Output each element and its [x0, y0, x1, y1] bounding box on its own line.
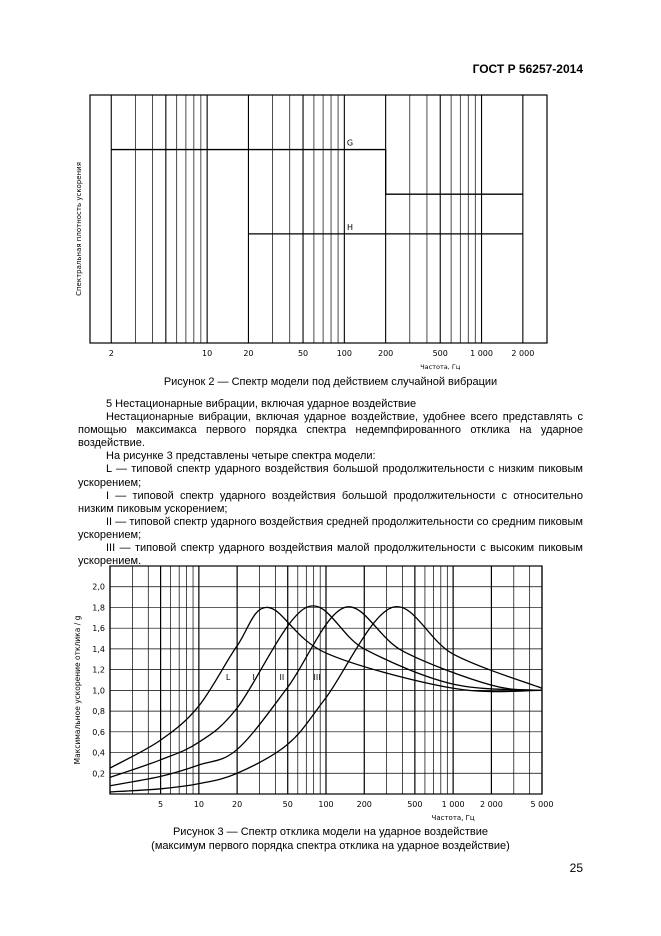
- x-axis-label: Частота, Гц: [420, 363, 461, 371]
- standard-header: ГОСТ Р 56257-2014: [472, 62, 583, 76]
- list-item-I: I — типовой спектр ударного воздействия большой продолжительности с относительно низким пиковым ускорением;: [78, 489, 583, 515]
- x-tick-label: 50: [297, 349, 309, 358]
- y-tick-label: 1,4: [92, 644, 105, 654]
- figure-2-caption: Рисунок 2 — Спектр модели под действием случайной вибрации: [163, 376, 498, 388]
- y-tick-label: 1,0: [92, 686, 105, 696]
- x-tick-label: 5: [158, 800, 164, 809]
- y-tick-label: 0,8: [92, 707, 105, 717]
- x-tick-label: 100: [336, 349, 352, 358]
- y-tick-label: 1,6: [92, 624, 105, 634]
- series-label-III: III: [313, 673, 321, 682]
- figure-2-chart: [60, 88, 560, 378]
- x-tick-label: 200: [356, 800, 372, 809]
- figure-3-caption-line1: Рисунок 3 — Спектр отклика модели на ударное воздействие: [172, 826, 489, 838]
- y-tick-label: 0,2: [92, 769, 105, 779]
- x-tick-label: 10: [202, 349, 213, 358]
- x-tick-label: 200: [378, 349, 394, 358]
- x-tick-label: 1 000: [441, 800, 465, 809]
- x-tick-label: 20: [243, 349, 254, 358]
- page-number: 25: [569, 861, 583, 875]
- x-tick-label: 10: [193, 800, 204, 809]
- y-axis-label: Максимальное ускорение отклика / g: [73, 615, 82, 765]
- paragraph-2: На рисунке 3 представлены четыре спектра модели:: [106, 450, 376, 463]
- x-tick-label: 100: [318, 800, 334, 809]
- x-axis-label: Частота, Гц: [431, 814, 475, 822]
- series-label-G: G: [346, 138, 354, 148]
- list-item-III: III — типовой спектр ударного воздействия малой продолжительности с высоким пиковым ускорением.: [78, 542, 583, 568]
- y-tick-label: 0,6: [92, 727, 105, 737]
- x-tick-label: 5 000: [530, 800, 554, 809]
- y-tick-label: 2,0: [92, 582, 105, 592]
- y-tick-label: 1,8: [92, 603, 105, 613]
- x-tick-label: 500: [432, 349, 448, 358]
- x-tick-label: 2 000: [511, 349, 535, 358]
- paragraph-1: Нестационарные вибрации, включая ударное воздействие, удобнее всего представлять с помощью максимакса первого порядка спектра недемпфированного отклика на ударное воздействие.: [78, 411, 583, 450]
- series-line-G: [111, 150, 523, 195]
- list-item-L: L — типовой спектр ударного воздействия большой продолжительности с низким пиковым ускорением;: [78, 463, 583, 489]
- x-tick-label: 2 000: [479, 800, 503, 809]
- figure-3-caption-line2: (максимум первого порядка спектра отклика на ударное воздействие): [151, 840, 510, 852]
- series-label-L: L: [225, 673, 231, 682]
- section-text: [78, 398, 583, 568]
- list-item-II: II — типовой спектр ударного воздействия средней продолжительности со средним пиковым ускорением;: [78, 515, 583, 541]
- x-tick-label: 500: [407, 800, 423, 809]
- x-tick-label: 20: [232, 800, 243, 809]
- series-label-H: H: [347, 222, 354, 232]
- x-tick-label: 1 000: [470, 349, 493, 358]
- plot-frame: [90, 95, 547, 343]
- x-tick-label: 50: [282, 800, 293, 809]
- series-label-I: I: [252, 673, 255, 682]
- figure-3-chart: [68, 560, 558, 822]
- y-axis-label: Спектральная плотность ускорения: [75, 162, 83, 296]
- section-heading: 5 Нестационарные вибрации, включая ударное воздействие: [106, 398, 417, 410]
- series-label-II: II: [279, 673, 285, 682]
- y-tick-label: 1,2: [92, 665, 105, 675]
- x-tick-label: 2: [108, 349, 114, 358]
- y-tick-label: 0,4: [92, 748, 105, 758]
